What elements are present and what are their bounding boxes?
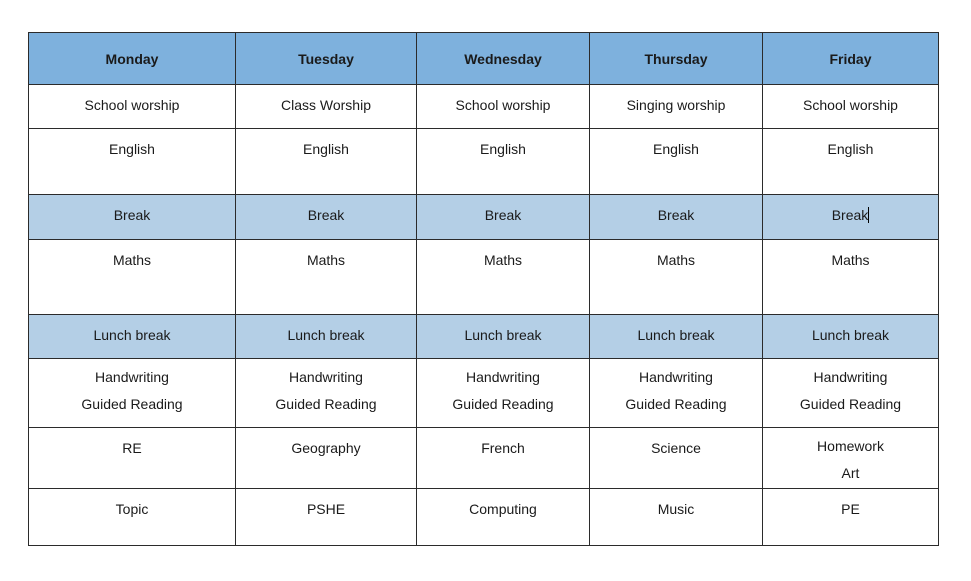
table-cell-thursday[interactable] — [590, 85, 763, 129]
table-cell-wednesday[interactable] — [417, 359, 590, 428]
cell-text: School worship — [84, 97, 180, 113]
table-row — [29, 195, 939, 240]
cell-text: English — [653, 141, 699, 157]
text-caret — [868, 207, 869, 223]
cell-text: School worship — [803, 97, 898, 113]
cell-text-line: Guided Reading — [799, 396, 902, 412]
table-row — [29, 315, 939, 359]
cell-text-line: Handwriting — [639, 369, 713, 385]
table-cell-tuesday[interactable] — [236, 129, 417, 195]
cell-text: Break — [484, 207, 522, 223]
cell-text-line: Guided Reading — [625, 396, 727, 412]
cell-text-line: Guided Reading — [275, 396, 377, 412]
table-row — [29, 85, 939, 129]
table-cell-friday[interactable] — [763, 195, 939, 240]
table-cell-wednesday[interactable] — [417, 489, 590, 546]
cell-text: Break — [831, 207, 869, 223]
table-cell-friday[interactable] — [763, 489, 939, 546]
table-cell-wednesday[interactable] — [417, 129, 590, 195]
timetable-body — [29, 85, 939, 546]
table-cell-thursday[interactable] — [590, 489, 763, 546]
table-cell-tuesday[interactable] — [236, 428, 417, 489]
table-cell-wednesday[interactable] — [417, 428, 590, 489]
cell-text: PE — [841, 501, 860, 517]
cell-text: French — [481, 440, 525, 456]
table-cell-wednesday[interactable] — [417, 240, 590, 315]
table-cell-wednesday[interactable] — [417, 85, 590, 129]
cell-text: Geography — [291, 440, 361, 456]
cell-text-line: Art — [841, 465, 860, 481]
table-cell-monday[interactable] — [29, 359, 236, 428]
table-cell-monday[interactable] — [29, 85, 236, 129]
table-cell-tuesday[interactable] — [236, 195, 417, 240]
day-header-thursday[interactable]: Thursday — [590, 33, 763, 85]
cell-text: Music — [657, 501, 695, 517]
cell-text: RE — [122, 440, 142, 456]
cell-text: English — [109, 141, 155, 157]
table-cell-thursday[interactable] — [590, 315, 763, 359]
cell-text: Computing — [469, 501, 537, 517]
table-cell-monday[interactable] — [29, 489, 236, 546]
day-header-monday[interactable]: Monday — [29, 33, 236, 85]
cell-text: Break — [307, 207, 345, 223]
table-cell-friday[interactable] — [763, 359, 939, 428]
cell-text-line: Handwriting — [95, 369, 169, 385]
cell-text-line: Handwriting — [466, 369, 540, 385]
table-row — [29, 428, 939, 489]
cell-text: Lunch break — [637, 327, 715, 343]
table-cell-tuesday[interactable] — [236, 85, 417, 129]
table-row — [29, 359, 939, 428]
cell-text: School worship — [455, 97, 551, 113]
cell-text: Lunch break — [93, 327, 171, 343]
header-row — [29, 33, 939, 85]
table-row — [29, 129, 939, 195]
table-cell-thursday[interactable] — [590, 195, 763, 240]
table-cell-wednesday[interactable] — [417, 315, 590, 359]
table-cell-tuesday[interactable] — [236, 315, 417, 359]
cell-text: Science — [651, 440, 701, 456]
day-header-friday[interactable]: Friday — [763, 33, 939, 85]
cell-text: Lunch break — [287, 327, 365, 343]
table-cell-friday[interactable] — [763, 85, 939, 129]
cell-text-line: Guided Reading — [81, 396, 183, 412]
table-cell-monday[interactable] — [29, 315, 236, 359]
cell-text: Lunch break — [464, 327, 542, 343]
cell-text-line: Handwriting — [813, 369, 888, 385]
cell-text: English — [480, 141, 526, 157]
cell-text: Topic — [115, 501, 149, 517]
day-header-wednesday[interactable]: Wednesday — [417, 33, 590, 85]
table-row — [29, 240, 939, 315]
table-cell-friday[interactable] — [763, 315, 939, 359]
cell-text-line: Guided Reading — [452, 396, 554, 412]
cell-text: Class Worship — [281, 97, 371, 113]
table-cell-thursday[interactable] — [590, 240, 763, 315]
cell-text: Maths — [306, 252, 346, 268]
cell-text: Maths — [656, 252, 696, 268]
cell-text: Maths — [483, 252, 523, 268]
cell-text: PSHE — [306, 501, 346, 517]
cell-text-line: Handwriting — [289, 369, 363, 385]
table-cell-monday[interactable] — [29, 240, 236, 315]
table-cell-friday[interactable] — [763, 240, 939, 315]
table-cell-monday[interactable] — [29, 195, 236, 240]
table-cell-monday[interactable] — [29, 428, 236, 489]
cell-text: Lunch break — [811, 327, 890, 343]
table-cell-thursday[interactable] — [590, 428, 763, 489]
cell-text: Singing worship — [626, 97, 726, 113]
cell-text: Maths — [831, 252, 870, 268]
cell-text: Maths — [112, 252, 152, 268]
table-row — [29, 489, 939, 546]
table-cell-tuesday[interactable] — [236, 240, 417, 315]
cell-text: Break — [113, 207, 151, 223]
table-cell-tuesday[interactable] — [236, 359, 417, 428]
table-cell-tuesday[interactable] — [236, 489, 417, 546]
table-cell-monday[interactable] — [29, 129, 236, 195]
cell-text-line: Homework — [817, 438, 884, 454]
cell-text: English — [303, 141, 349, 157]
cell-text: Break — [657, 207, 695, 223]
table-cell-wednesday[interactable] — [417, 195, 590, 240]
timetable — [28, 32, 939, 546]
table-cell-friday[interactable] — [763, 428, 939, 489]
table-cell-thursday[interactable] — [590, 359, 763, 428]
day-header-tuesday[interactable]: Tuesday — [236, 33, 417, 85]
table-cell-thursday[interactable] — [590, 129, 763, 195]
table-cell-friday[interactable] — [763, 129, 939, 195]
cell-text: English — [827, 141, 874, 157]
